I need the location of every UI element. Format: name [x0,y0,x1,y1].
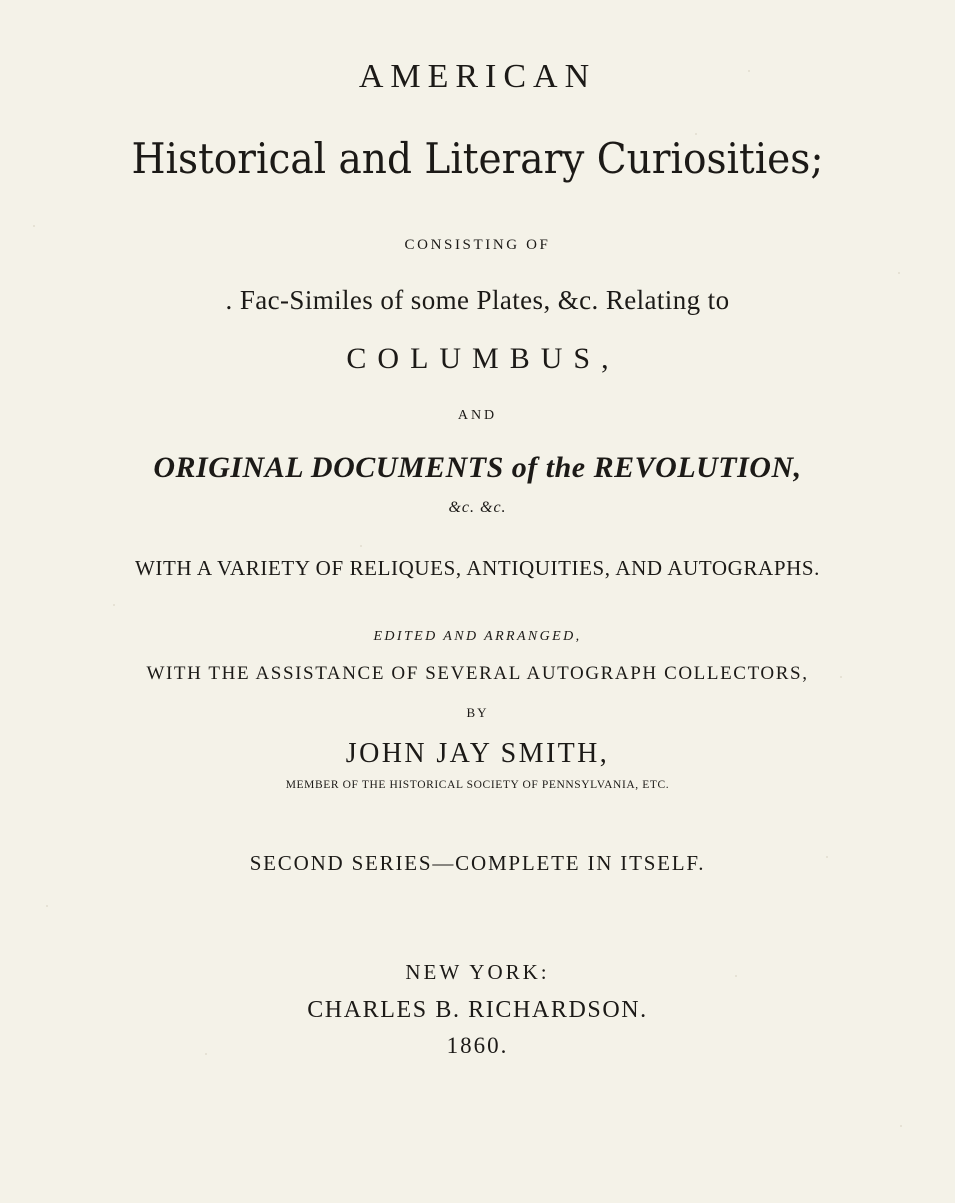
heading-american: AMERICAN [358,58,597,95]
publication-city: NEW YORK: [405,960,550,984]
label-etc: &c. &c. [448,499,507,516]
label-and: AND [457,408,498,423]
publication-year: 1860. [446,1033,509,1058]
label-by: BY [466,705,489,720]
label-edited-and-arranged: EDITED AND ARRANGED, [373,629,582,644]
subtitle-facsimiles: . Fac-Similes of some Plates, &c. Relating to [225,285,730,315]
label-assistance: WITH THE ASSISTANCE OF SEVERAL AUTOGRAPH COLLECTORS, [146,663,809,684]
publisher-name: CHARLES B. RICHARDSON. [307,997,648,1023]
author-affiliation: MEMBER OF THE HISTORICAL SOCIETY OF PENNSYLVANIA, ETC. [285,779,670,791]
paper-speckle [900,1125,902,1127]
page-title: Historical and Literary Curiosities; [131,134,824,183]
subtitle-original-documents: ORIGINAL DOCUMENTS of the REVOLUTION, [153,451,802,484]
subtitle-variety: WITH A VARIETY OF RELIQUES, ANTIQUITIES, AND AUTOGRAPHS. [134,556,820,580]
series-note: SECOND SERIES—COMPLETE IN ITSELF. [249,851,706,875]
label-consisting-of: CONSISTING OF [404,237,551,253]
subtitle-columbus: COLUMBUS, [346,342,620,375]
author-name: JOHN JAY SMITH, [345,738,610,769]
